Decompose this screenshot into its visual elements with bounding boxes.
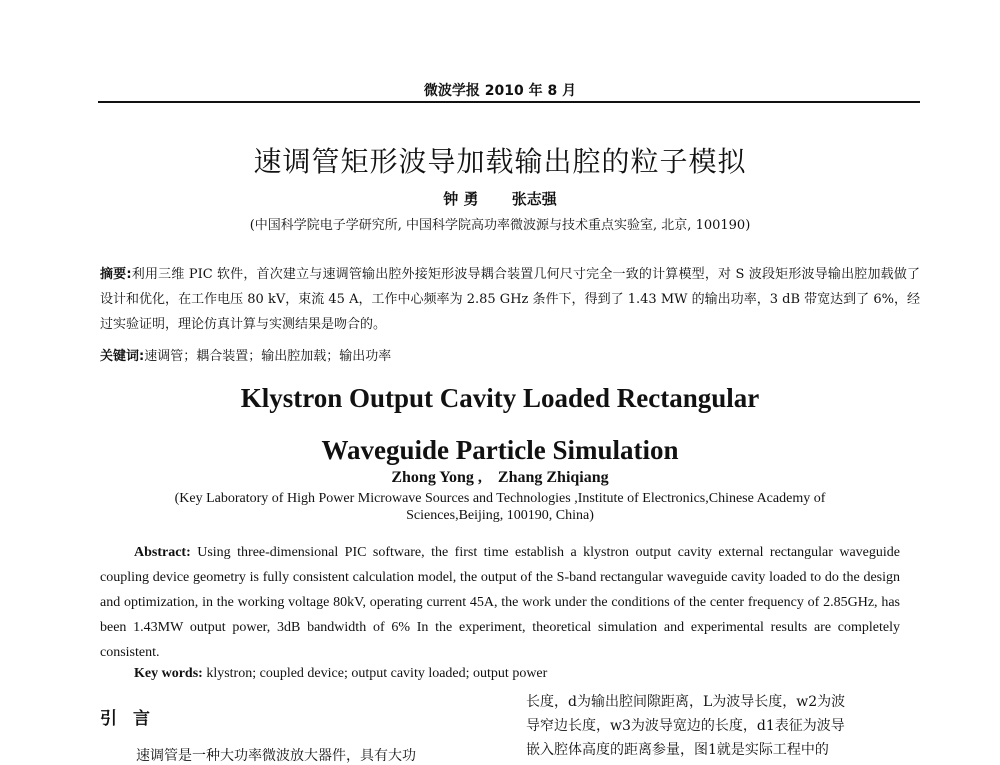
chinese-affiliation: (中国科学院电子学研究所, 中国科学院高功率微波源与技术重点实验室, 北京, 100190) [249, 218, 751, 233]
english-title-line-1: Klystron Output Cavity Loaded Rectangular [240, 383, 760, 413]
right-column-line-1: 长度，d为输出腔间隙距离，L为波导长度，w2为波 [526, 694, 846, 710]
english-abstract [100, 540, 900, 665]
running-header: 微波学报 2010 年 8 月 [423, 83, 577, 99]
english-keywords [134, 666, 894, 682]
header-rule [98, 101, 920, 103]
chinese-authors [0, 188, 1000, 209]
english-authors [0, 469, 1000, 487]
right-column-text [526, 690, 918, 762]
english-title-line-2: Waveguide Particle Simulation [321, 435, 679, 465]
english-affiliation [120, 490, 880, 524]
chinese-keywords-label: 关键词: [100, 349, 145, 364]
english-keywords-label: Key words: [134, 666, 203, 681]
english-author-1: Zhong Yong , [391, 469, 482, 486]
chinese-abstract-text: 利用三维 PIC 软件，首次建立与速调管输出腔外接矩形波导耦合装置几何尺寸完全一致的计算模型，对 S 波段矩形波导输出腔加载做了设计和优化，在工作电压 80 kV，束流 45 A，工作中心频率为 2.85 GHz 条件下，得到了 1.43 MW 的输出功率，3 dB 带宽达到了 6%，经过实验证明，理论仿真计算与实测结果是吻合的。 [100, 267, 921, 332]
left-column-text: 速调管是一种大功率微波放大器件，具有大功 [136, 748, 416, 764]
section-heading-part-1: 引 [100, 709, 117, 729]
english-abstract-label: Abstract: [134, 545, 191, 560]
section-heading-introduction [100, 704, 166, 729]
english-author-2: Zhang Zhiqiang [497, 469, 609, 486]
chinese-author-2: 张志强 [511, 190, 557, 208]
chinese-abstract [100, 262, 920, 337]
english-affiliation-line-1: (Key Laboratory of High Power Microwave Sources and Technologies ,Institute of Electronics,Chinese Academy of [174, 491, 826, 506]
chinese-keywords-text: 速调管；耦合装置；输出腔加载；输出功率 [144, 349, 392, 364]
chinese-abstract-label: 摘要: [100, 267, 132, 282]
right-column-line-3: 嵌入腔体高度的距离参量，图1就是实际工程中的 [526, 742, 829, 758]
english-title [0, 372, 1000, 476]
section-heading-part-2: 言 [133, 709, 150, 729]
chinese-author-1: 钟 勇 [443, 190, 479, 208]
chinese-keywords [100, 345, 920, 364]
english-affiliation-line-2: Sciences,Beijing, 100190, China) [406, 508, 594, 523]
english-abstract-text: Using three-dimensional PIC software, the first time establish a klystron output cavity external rectangular waveguide coupling device geometry is fully consistent calculation model, the output of the S-band rectangular waveguide cavity loaded to do the design and optimization, in the working voltage 80kV, operating current 45A, the work under the conditions of the center frequency of 2.85GHz, has been 1.43MW output power, 3dB bandwidth of 6% In the experiment, theoretical simulation and experimental results are completely consistent. [100, 545, 900, 660]
english-keywords-text: klystron; coupled device; output cavity loaded; output power [206, 666, 548, 681]
right-column-line-2: 导窄边长度，w3为波导宽边的长度，d1表征为波导 [526, 718, 845, 734]
chinese-title: 速调管矩形波导加载输出腔的粒子模拟 [253, 145, 747, 178]
